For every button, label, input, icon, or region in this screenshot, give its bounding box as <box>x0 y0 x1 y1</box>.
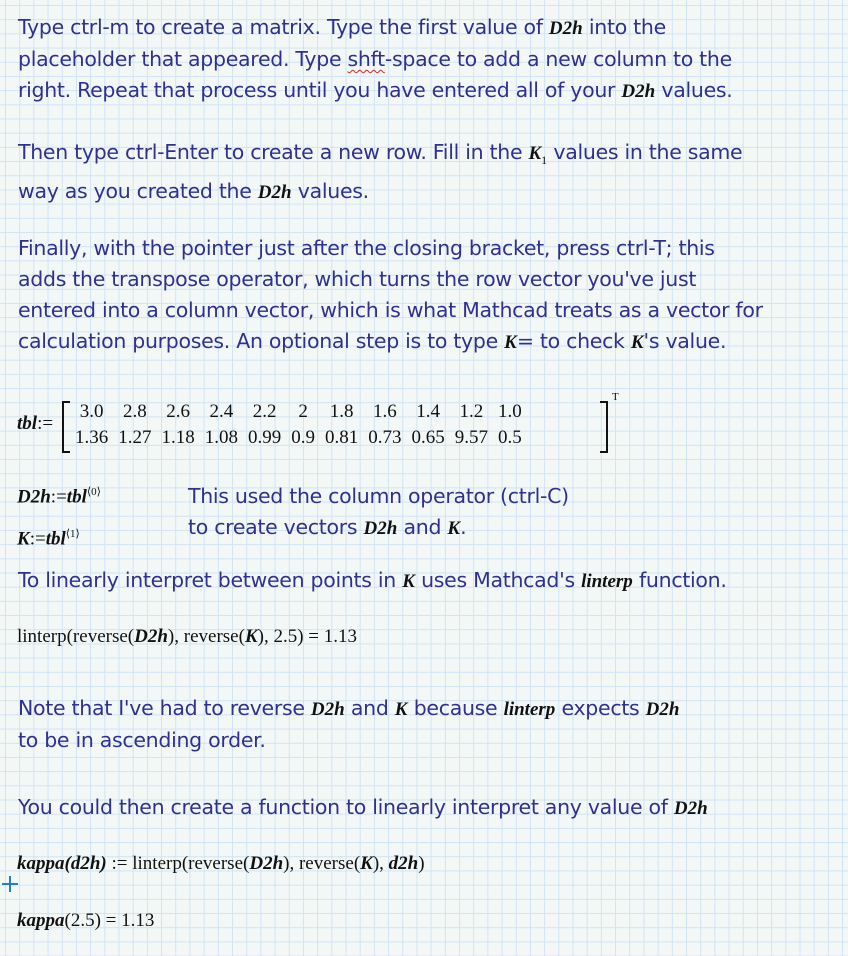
var-k: K <box>504 332 517 353</box>
p1-line-2: placeholder that appeared. Type shft-space to add a new column to the <box>18 47 732 71</box>
tbl-definition[interactable] <box>17 413 53 435</box>
p2-line-1: Then type ctrl-Enter to create a new row. Fill in the $K_1$ values in the same <box>18 140 743 168</box>
column-operator-note[interactable]: This used the column operator (ctrl-C) to create vectors D2h and K. <box>188 484 569 539</box>
assign-operator: := <box>37 413 54 434</box>
kappa-evaluation[interactable]: kappa(2.5) = 1.13 <box>17 910 155 931</box>
p3-line-1: Finally, with the pointer just after the closing bracket, press ctrl-T; this <box>18 236 715 260</box>
p3-line-3: entered into a column vector, which is what Mathcad treats as a vector for <box>18 298 763 322</box>
p1-line-3: right. Repeat that process until you have entered all of your D2h values. <box>18 78 733 102</box>
spellcheck-word[interactable]: shft <box>347 47 385 71</box>
matrix-row-k: 1.36 1.27 1.18 1.08 0.99 0.9 0.81 0.73 0.65 9.57 0.5 <box>75 427 522 448</box>
linterp-evaluation[interactable]: linterp(reverse(D2h), reverse(K), 2.5) = 1.13 <box>17 626 357 647</box>
matrix-row-d2h: 3.0 2.8 2.6 2.4 2.2 2 1.8 1.6 1.4 1.2 1.0 <box>79 401 522 422</box>
matrix-table <box>70 399 527 451</box>
d2h-definition[interactable]: D2h:=tbl$^{⟨0⟩}$ <box>17 486 101 508</box>
transpose-operator: T <box>612 391 619 403</box>
p3-line-2: adds the transpose operator, which turns the row vector you've just <box>18 267 697 291</box>
var-d2h: D2h <box>257 182 292 204</box>
var-d2h: D2h <box>548 18 583 39</box>
p3-line-4: calculation purposes. An optional step is to type K= to check K's value. <box>18 329 727 353</box>
instruction-paragraph-3[interactable] <box>18 233 763 358</box>
p2-line-2: way as you created the D2h values. <box>18 179 369 204</box>
var-k: K <box>630 332 644 353</box>
var-k: K <box>528 143 542 164</box>
kappa-result: 1.13 <box>121 910 155 931</box>
tbl-matrix[interactable] <box>62 391 619 453</box>
instruction-paragraph-1[interactable] <box>18 12 733 107</box>
linterp-intro[interactable]: To linearly interpret between points in K uses Mathcad's linterp function. <box>18 568 727 592</box>
function-note[interactable]: You could then create a function to linearly interpret any value of D2h <box>18 795 708 819</box>
insertion-crosshair-icon <box>2 876 18 892</box>
matrix-left-bracket <box>62 401 70 453</box>
var-d2h: D2h <box>621 81 656 102</box>
reverse-note[interactable]: Note that I've had to reverse D2h and K because linterp expects D2h to be in ascending order. <box>18 696 680 752</box>
linterp-result: 1.13 <box>323 626 357 647</box>
p1-line-1: Type ctrl-m to create a matrix. Type the first value of D2h into the <box>18 15 666 39</box>
k-definition[interactable]: K:=tbl$^{⟨1⟩}$ <box>17 528 80 550</box>
kappa-definition[interactable]: kappa(d2h) := linterp(reverse(D2h), reverse(K), d2h) <box>17 853 425 874</box>
matrix-right-bracket <box>600 401 608 453</box>
tbl-name: tbl <box>17 413 38 434</box>
instruction-paragraph-2[interactable] <box>18 137 742 208</box>
